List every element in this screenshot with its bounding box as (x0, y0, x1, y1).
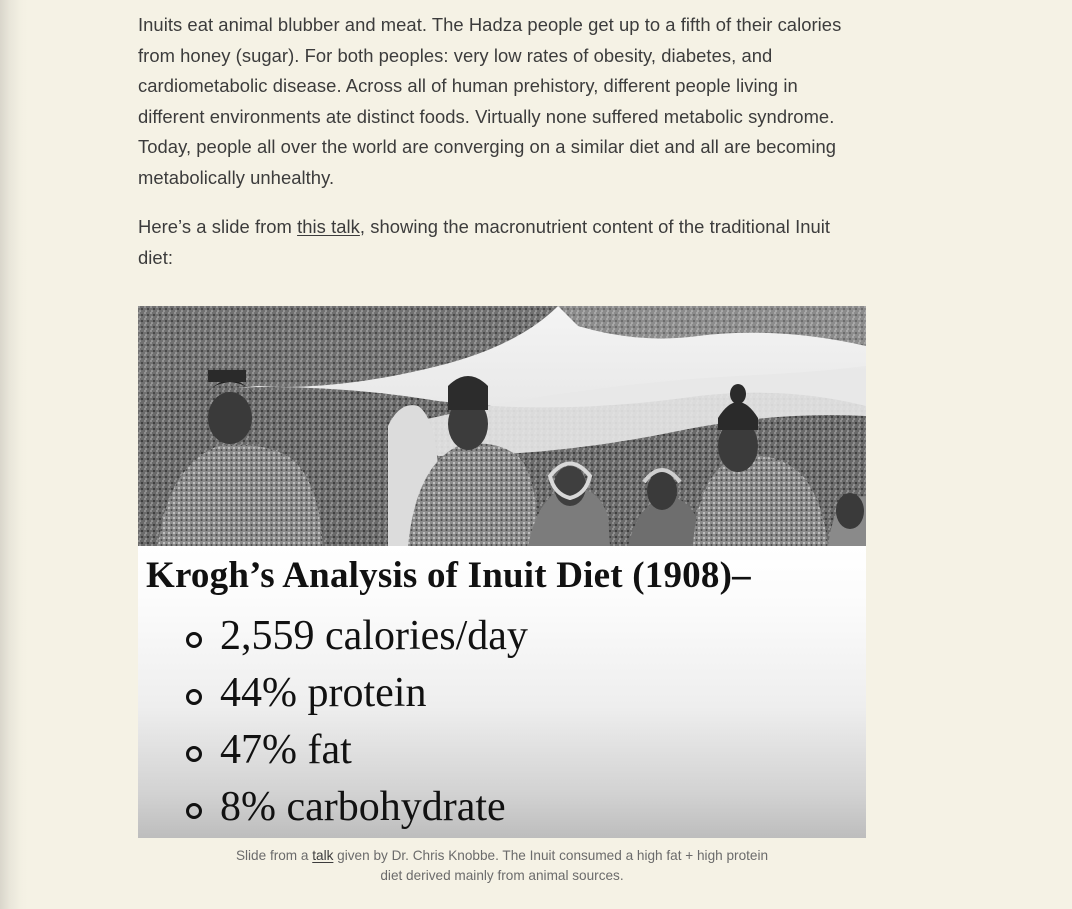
paragraph-slide-intro (138, 212, 866, 273)
page-gutter-shadow (0, 0, 28, 909)
slide-list-item (186, 779, 528, 836)
circle-bullet-icon (186, 746, 202, 762)
slide-title: Krogh’s Analysis of Inuit Diet (1908)– (146, 555, 751, 596)
caption-text-start: Slide from a (235, 848, 313, 863)
circle-bullet-icon (186, 689, 202, 705)
this-talk-link[interactable]: this talk (297, 216, 360, 237)
slide-text-area (138, 546, 866, 838)
slide-item-calories: 2,559 calories/day (220, 613, 528, 659)
slide-item-fat: 47% fat (220, 727, 352, 773)
slide-list (186, 608, 528, 836)
slide-item-carbohydrate: 8% carbohydrate (220, 784, 506, 830)
caption-text-end: given by Dr. Chris Knobbe. The Inuit consumed a high fat + high protein diet derived mainly from animal sources. (333, 848, 769, 883)
figure-caption (230, 846, 774, 886)
circle-bullet-icon (186, 803, 202, 819)
slide-list-item (186, 608, 528, 665)
slide-list-item (186, 665, 528, 722)
paragraph-slide-intro-text-start: Here’s a slide from (138, 216, 298, 237)
slide-list-item (186, 722, 528, 779)
paragraph-inuit-hadza: Inuits eat animal blubber and meat. The Hadza people get up to a fifth of their calories from honey (sugar). For both peoples: very low rates of obesity, diabetes, and cardiometabolic disease. Across all of human prehistory, different people living in different environments ate distinct foods. Virtually none suffered metabolic syndrome. Today, people all over the world are converging on a similar diet and all are becoming metabolically unhealthy. (138, 14, 842, 188)
slide-item-protein: 44% protein (220, 670, 427, 716)
inuit-group-photo (138, 306, 866, 546)
circle-bullet-icon (186, 632, 202, 648)
slide-figure (138, 306, 866, 838)
talk-link[interactable]: talk (312, 848, 334, 863)
paragraph-slide-intro-text-end: , showing the macronutrient content of the traditional Inuit diet: (138, 216, 831, 268)
